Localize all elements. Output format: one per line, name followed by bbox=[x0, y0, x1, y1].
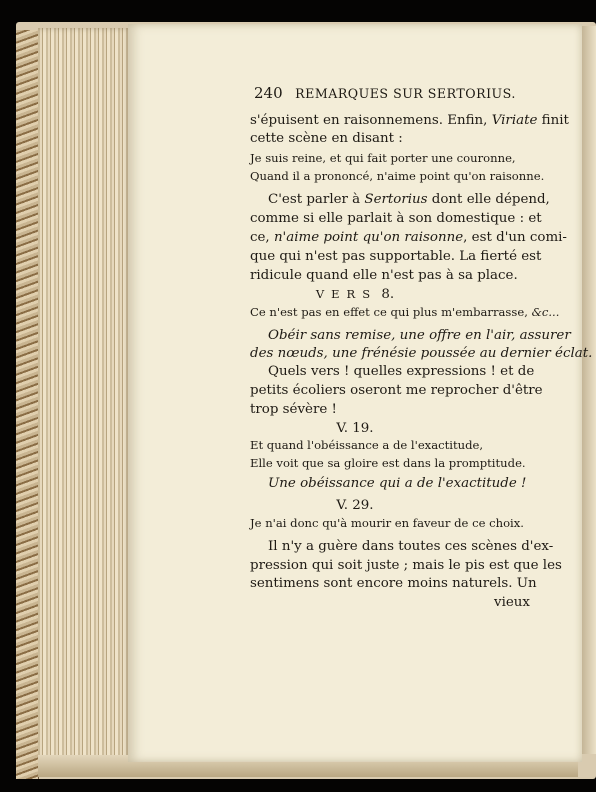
running-title: REMARQUES SUR SERTORIUS. bbox=[295, 86, 516, 101]
text-line: ridicule quand elle n'est pas à sa place. bbox=[250, 268, 518, 283]
verse-line: Elle voit que sa gloire est dans la promptitude. bbox=[250, 456, 526, 470]
text-line: comme si elle parlait à son domestique : et bbox=[250, 211, 542, 226]
section-heading: V. 29. bbox=[336, 498, 374, 513]
text-line: C'est parler à Sertorius dont elle dépend, bbox=[268, 192, 550, 207]
text-line: trop sévère ! bbox=[250, 402, 337, 417]
verse-line: Je suis reine, et qui fait porter une couronne, bbox=[250, 151, 516, 165]
page-number: 240 bbox=[254, 84, 283, 102]
verse-line: Et quand l'obéissance a de l'exactitude, bbox=[250, 438, 484, 452]
text-line: cette scène en disant : bbox=[250, 131, 403, 146]
italic-line: Obéir sans remise, une offre en l'air, assurer bbox=[268, 328, 571, 343]
text-line: sentimens sont encore moins naturels. Un bbox=[250, 576, 537, 591]
text-line: s'épuisent en raisonnemens. Enfin, Viriate finit bbox=[250, 113, 569, 128]
text-line: petits écoliers oseront me reprocher d'être bbox=[250, 383, 543, 398]
text-line: Il n'y a guère dans toutes ces scènes d'ex- bbox=[268, 539, 554, 554]
catchword: vieux bbox=[494, 595, 530, 610]
book-page bbox=[128, 24, 593, 762]
text-line: pression qui soit juste ; mais le pis est que les bbox=[250, 558, 562, 573]
page-edges bbox=[38, 28, 132, 763]
verse-line: Ce n'est pas en effet ce qui plus m'embarrasse, &c... bbox=[250, 305, 560, 319]
italic-line: des nœuds, une frénésie poussée au dernier éclat. bbox=[250, 346, 593, 361]
page-text bbox=[128, 24, 593, 762]
italic-line: Une obéissance qui a de l'exactitude ! bbox=[268, 476, 527, 491]
running-header bbox=[254, 86, 516, 101]
text-line: que qui n'est pas supportable. La fierté est bbox=[250, 249, 542, 264]
section-heading: VERS 8. bbox=[315, 287, 395, 302]
verse-line: Quand il a prononcé, n'aime point qu'on raisonne. bbox=[250, 169, 545, 183]
text-line: ce, n'aime point qu'on raisonne, est d'un comi- bbox=[250, 230, 567, 245]
text-line: Quels vers ! quelles expressions ! et de bbox=[268, 364, 535, 379]
book-cover-edge bbox=[16, 30, 39, 779]
section-heading: V. 19. bbox=[336, 421, 374, 436]
verse-line: Je n'ai donc qu'à mourir en faveur de ce choix. bbox=[250, 516, 524, 530]
